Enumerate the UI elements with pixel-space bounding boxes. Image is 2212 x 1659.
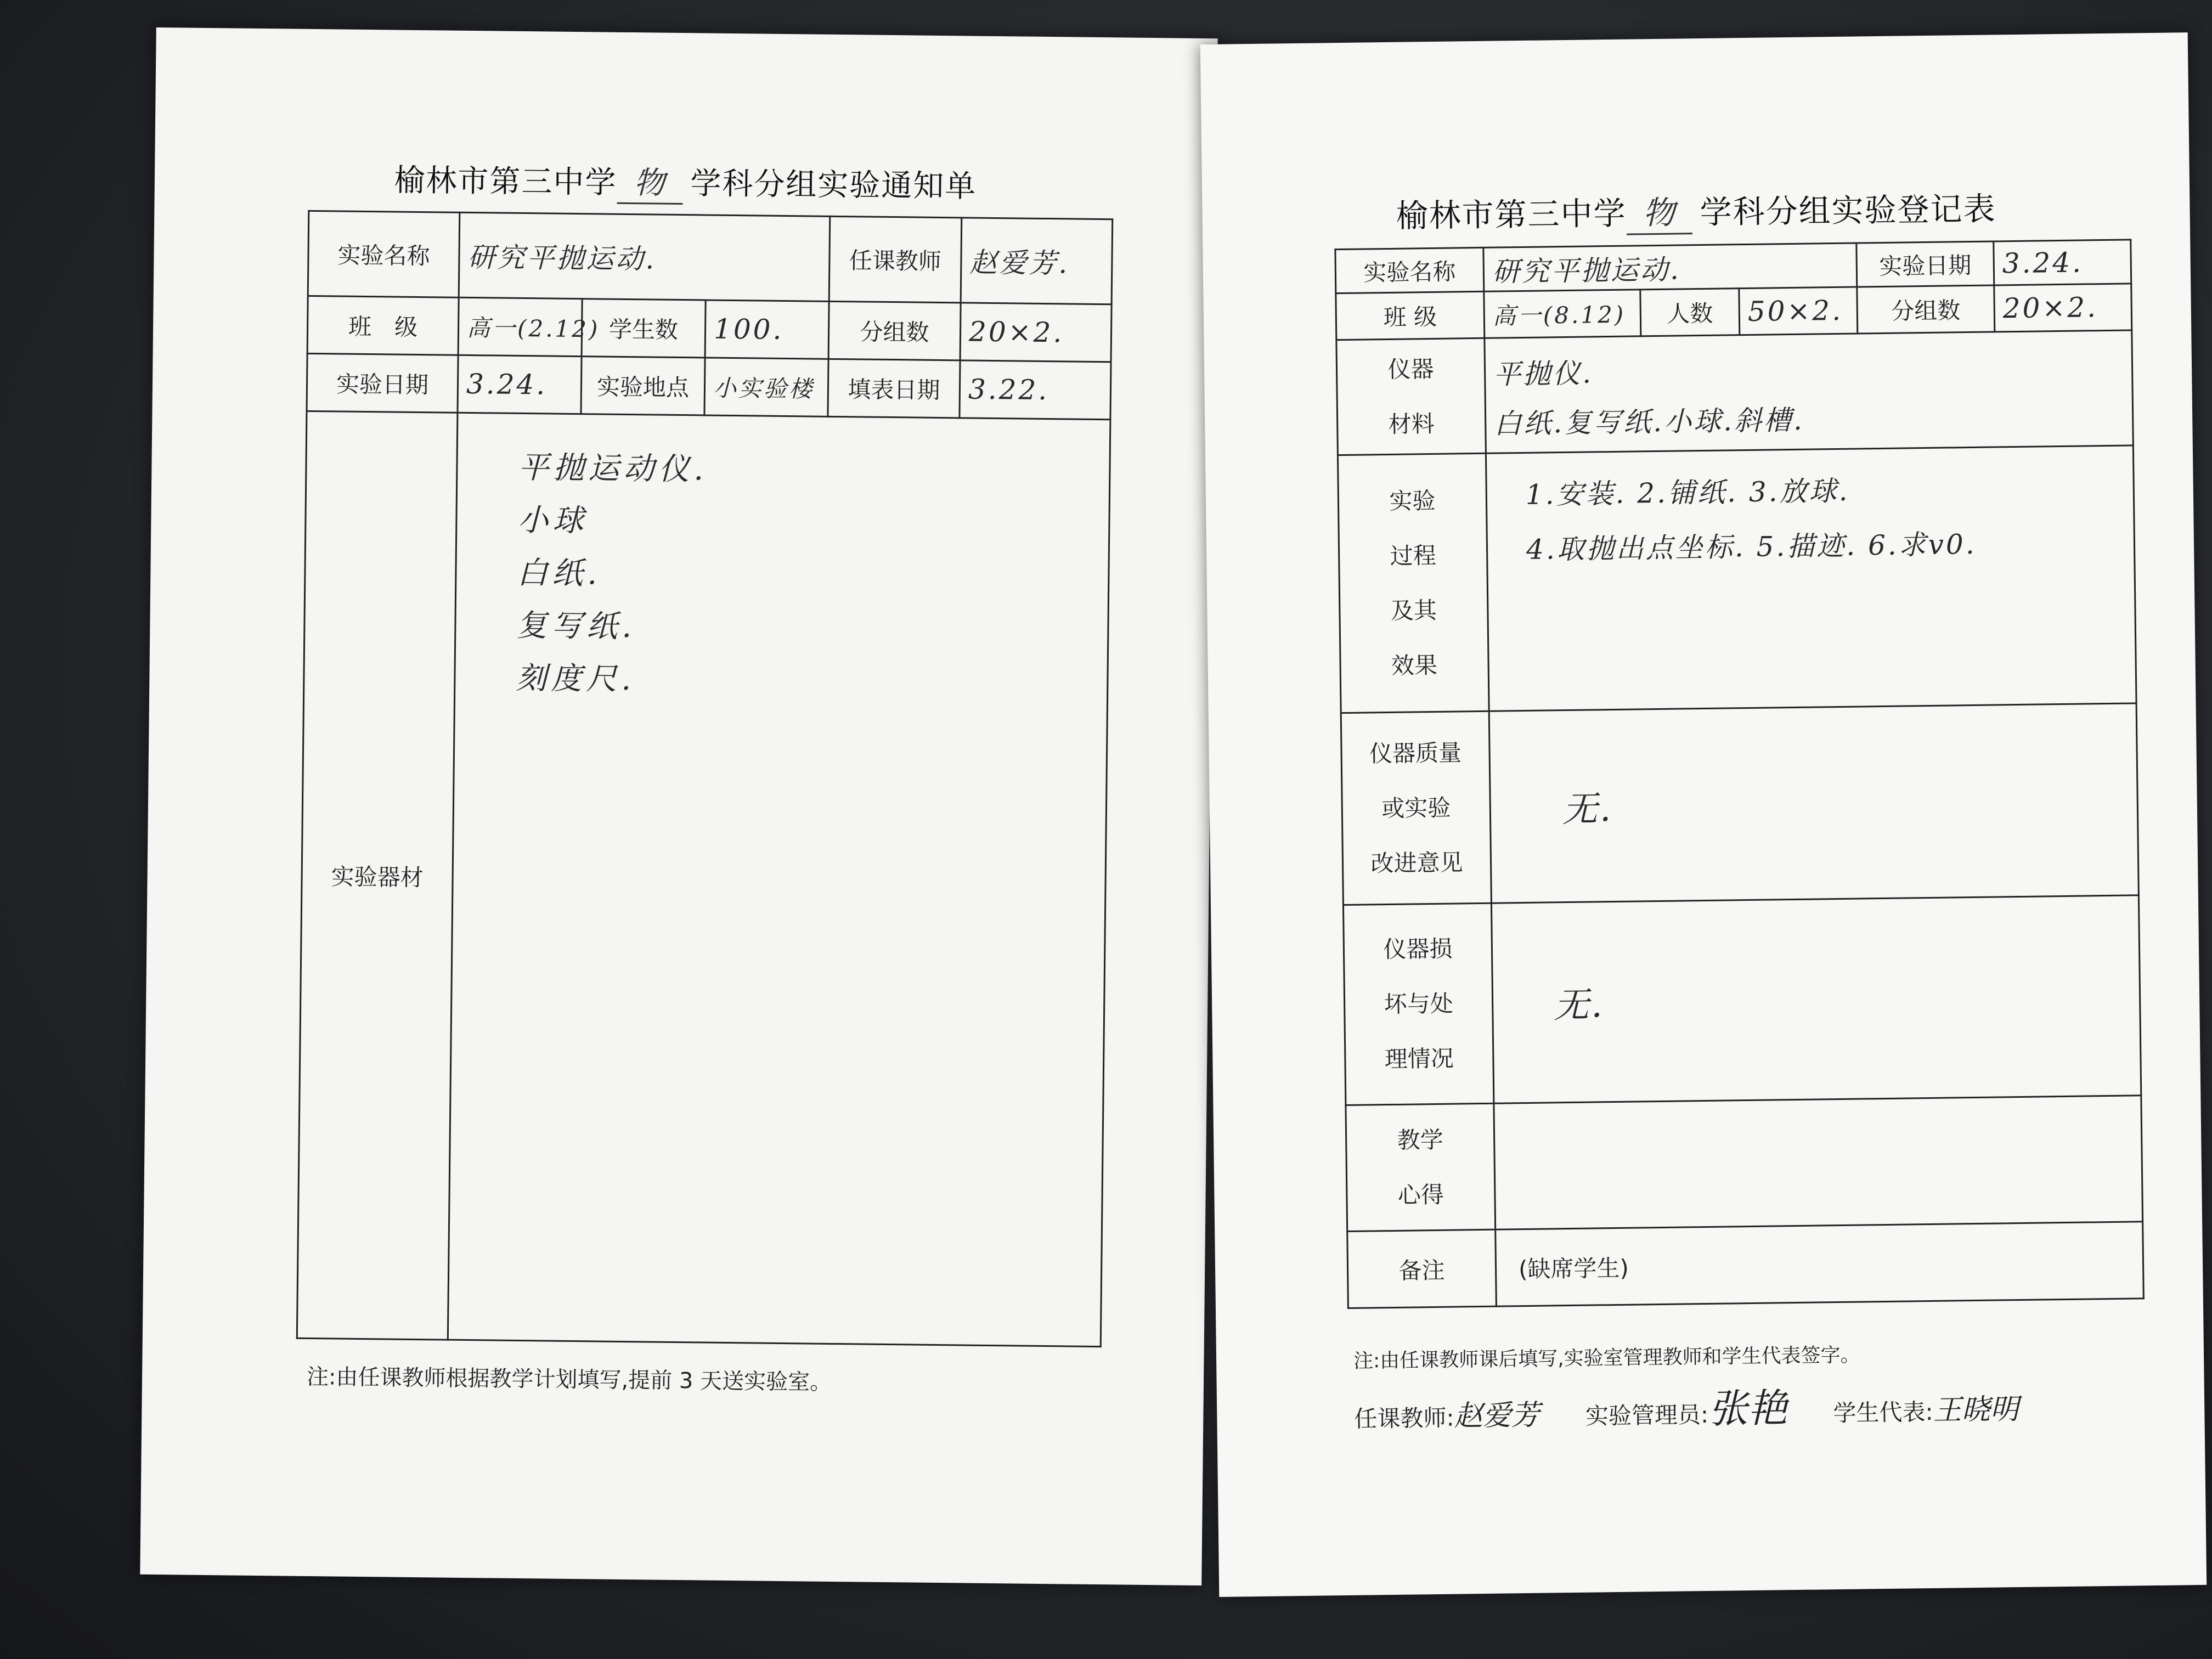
title-subject: 物 <box>1626 187 1692 235</box>
quality-value: 无. <box>1489 703 2138 903</box>
class-value: 高一(8.12) <box>1484 290 1641 338</box>
label-experiment-name: 实验名称 <box>308 211 460 297</box>
process-value: 1.安装. 2.铺纸. 3.放球. 4.取抛出点坐标. 5.描迹. 6.求v0. <box>1486 445 2136 711</box>
exp-date-value: 3.24. <box>458 355 582 414</box>
teacher-signature: 赵爱芳 <box>1454 1398 1540 1433</box>
title-subject: 物 <box>617 159 683 205</box>
label-groups: 分组数 <box>1857 285 1995 334</box>
instruments-value: 平抛仪. 白纸.复写纸.小球.斜槽. <box>1485 330 2133 453</box>
damage-value: 无. <box>1491 895 2141 1103</box>
equipment-item: 白纸. <box>517 555 602 592</box>
label-reflection: 教学 心得 <box>1346 1103 1496 1231</box>
register-form-table <box>1334 239 2145 1309</box>
title-suffix: 学科分组实验通知单 <box>690 166 977 205</box>
label-exp-date: 实验日期 <box>307 353 458 413</box>
equipment-item: 平抛运动仪. <box>518 449 708 488</box>
label-process: 实验 过程 及其 效果 <box>1338 453 1489 713</box>
location-value: 小实验楼 <box>704 358 828 416</box>
notice-form-table <box>296 210 1113 1347</box>
equipment-item: 小球 <box>517 502 588 539</box>
experiment-name-value: 研究平抛运动. <box>459 212 830 301</box>
register-form-note: 注:由任课教师课后填写,实验室管理教师和学生代表签字。 <box>1353 1344 1860 1373</box>
equipment-list-cell <box>448 413 1110 1346</box>
label-remarks: 备注 <box>1347 1229 1497 1308</box>
title-prefix: 榆林市第三中学 <box>394 162 617 201</box>
teacher-sig-label: 任课教师: <box>1354 1404 1454 1432</box>
label-location: 实验地点 <box>581 357 705 415</box>
label-equipment: 实验器材 <box>297 411 458 1340</box>
label-headcount: 人数 <box>1640 289 1740 336</box>
fill-date-value: 3.22. <box>960 360 1111 420</box>
admin-signature: 张艳 <box>1708 1385 1788 1432</box>
notice-form-note: 注:由任课教师根据教学计划填写,提前 3 天送实验室。 <box>306 1364 832 1395</box>
label-students: 学生数 <box>582 299 706 358</box>
admin-sig-label: 实验管理员: <box>1585 1401 1709 1430</box>
label-experiment-name: 实验名称 <box>1335 247 1484 293</box>
exp-date-value: 3.24. <box>1994 240 2131 285</box>
groups-value: 20×2. <box>960 303 1111 362</box>
label-groups: 分组数 <box>828 301 961 360</box>
student-sig-label: 学生代表: <box>1833 1398 1933 1427</box>
reflection-value <box>1494 1096 2143 1229</box>
notice-form-sheet <box>140 27 1217 1585</box>
teacher-value: 赵爱芳. <box>961 218 1113 304</box>
class-value: 高一(2.12) <box>458 297 582 356</box>
signature-line <box>1354 1373 2057 1438</box>
equipment-item: 刻度尺. <box>516 660 636 698</box>
register-form-title <box>1202 180 2190 240</box>
equipment-item: 复写纸. <box>516 607 636 645</box>
label-instruments: 仪器 材料 <box>1336 338 1486 455</box>
title-suffix: 学科分组实验登记表 <box>1700 190 1996 231</box>
students-value: 100. <box>705 300 829 359</box>
label-exp-date: 实验日期 <box>1857 241 1994 287</box>
label-teacher: 任课教师 <box>829 216 962 303</box>
notice-form-title <box>155 154 1217 210</box>
headcount-value: 50×2. <box>1739 287 1858 335</box>
title-prefix: 榆林市第三中学 <box>1396 194 1627 235</box>
remarks-value: (缺席学生) <box>1496 1222 2144 1306</box>
groups-value: 20×2. <box>1994 284 2132 332</box>
student-signature: 王晓明 <box>1933 1393 2019 1427</box>
equipment-list <box>516 442 1109 711</box>
label-damage: 仪器损 坏与处 理情况 <box>1343 903 1493 1105</box>
register-form-sheet <box>1200 32 2207 1597</box>
experiment-name-value: 研究平抛运动. <box>1483 243 1857 291</box>
label-fill-date: 填表日期 <box>828 359 960 418</box>
label-class: 班 级 <box>1336 291 1485 340</box>
label-class: 班 级 <box>307 296 459 355</box>
label-quality: 仪器质量 或实验 改进意见 <box>1341 711 1491 905</box>
